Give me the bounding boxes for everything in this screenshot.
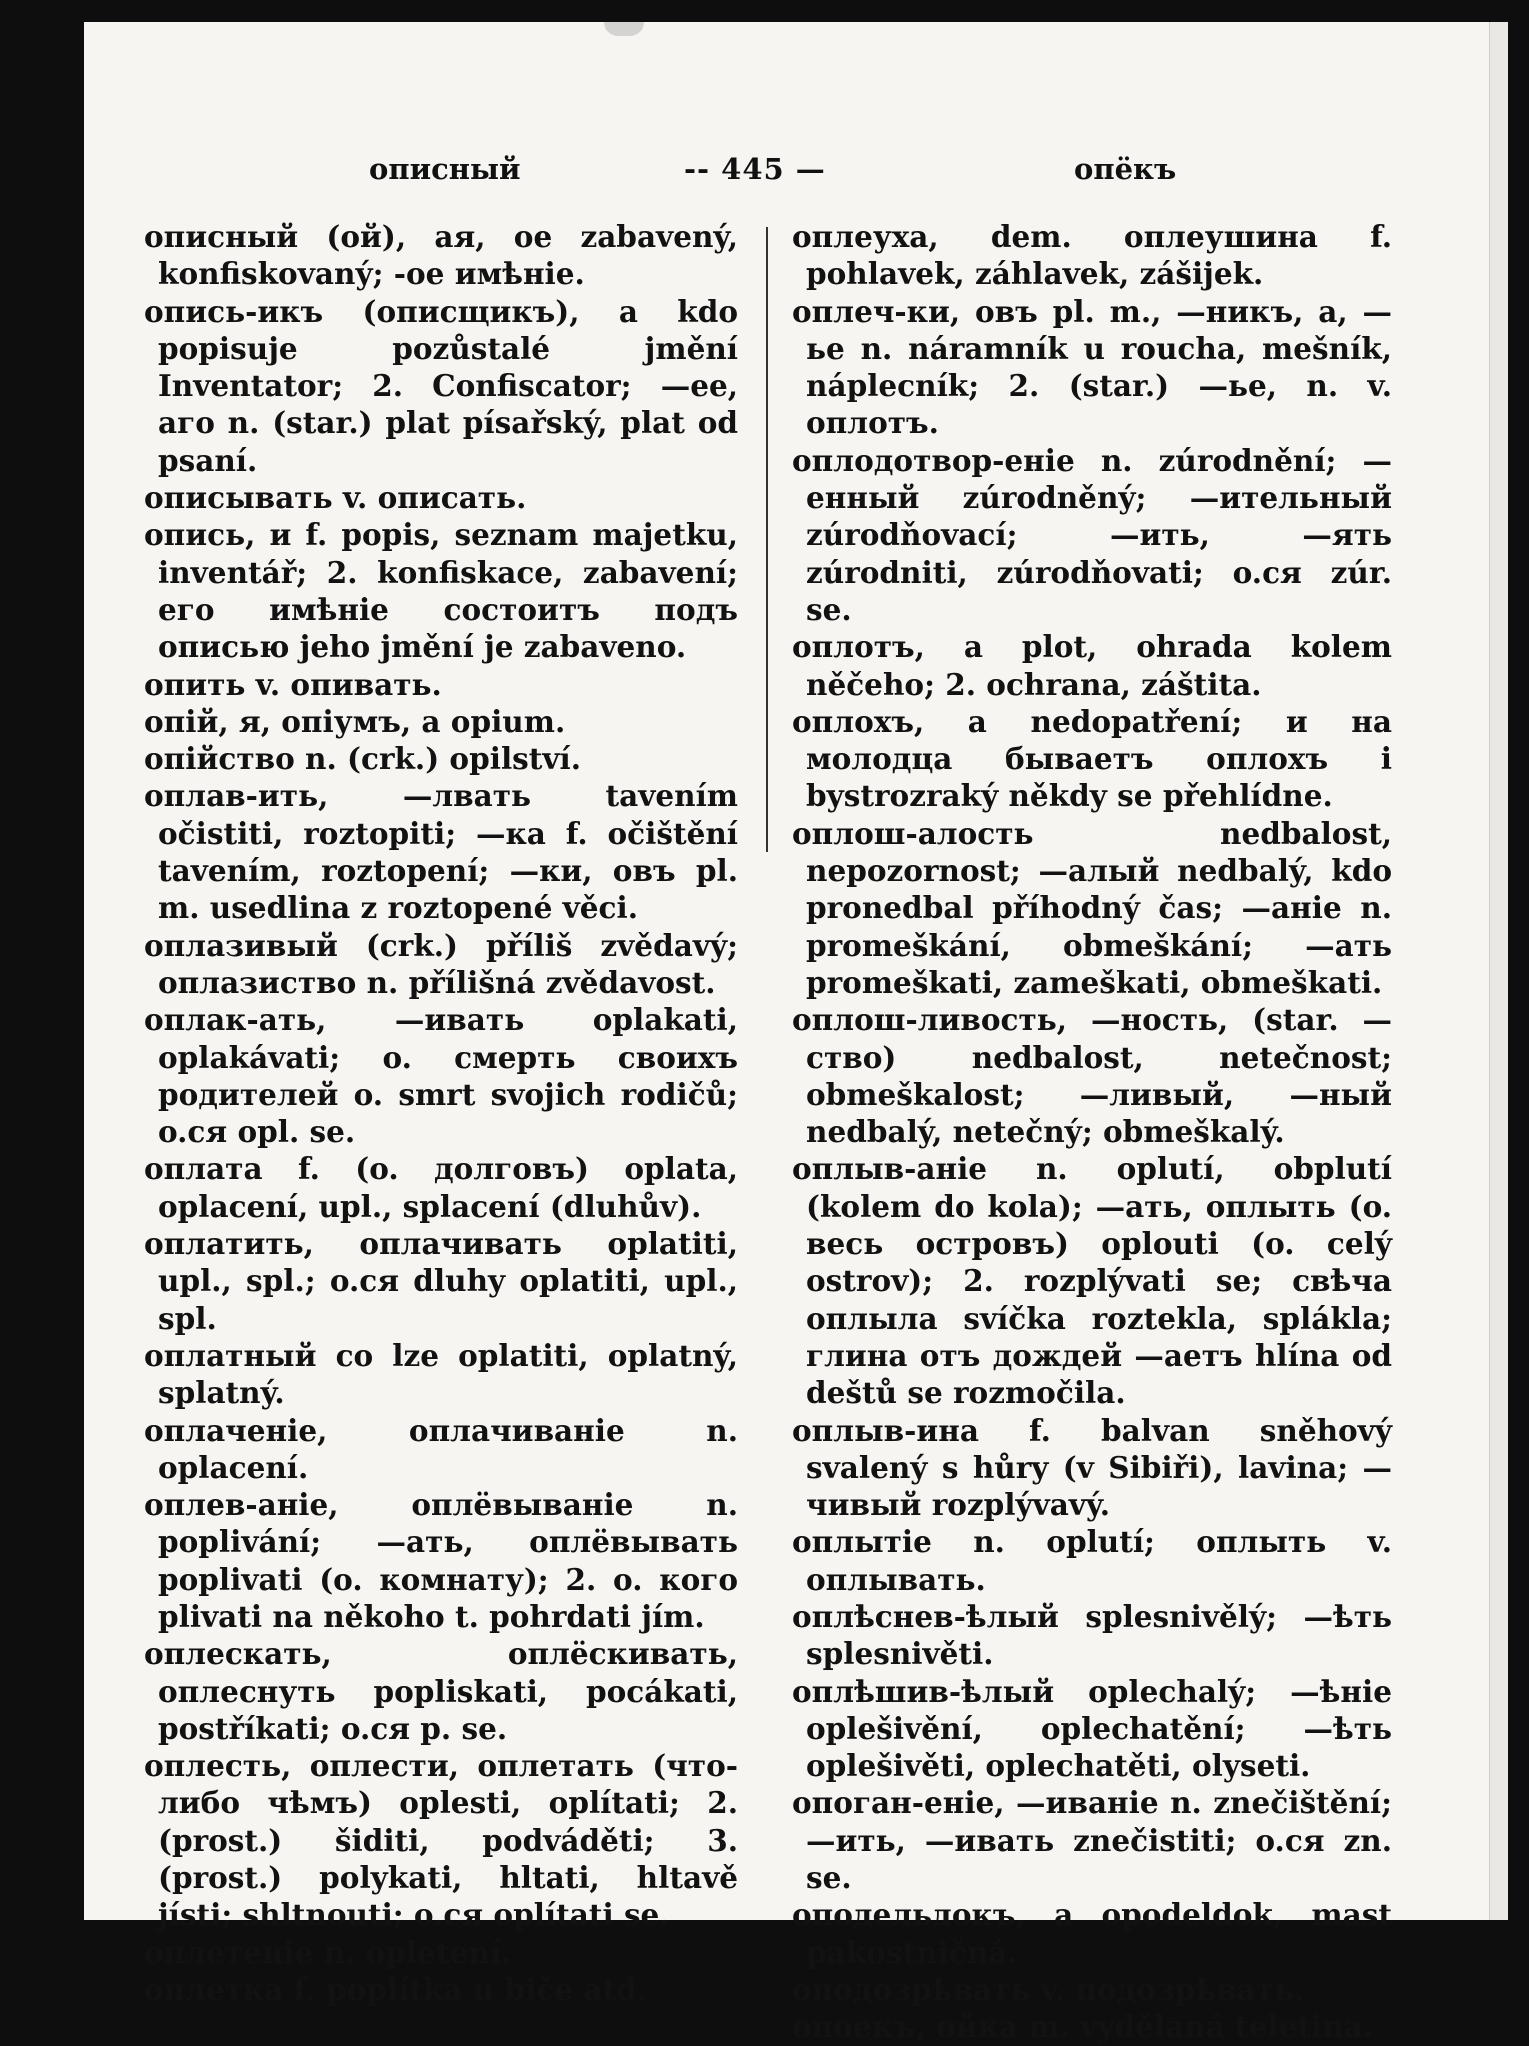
dictionary-entry: опійство n. (crk.) opilství. xyxy=(144,741,581,777)
dictionary-entry: оплетка f. poplítka u biče atd. xyxy=(144,1971,647,2007)
dictionary-entry: оподельдокъ, а opodeldok, mast pakostničná. xyxy=(792,1897,1392,1970)
dictionary-entry: оплаченіе, оплачиваніе n. oplacení. xyxy=(144,1412,738,1485)
right-column xyxy=(792,218,1392,2046)
dictionary-entry: оплохъ, a nedopatření; и на молодца бываетъ оплохъ i bystrozraký někdy se přehlídne. xyxy=(792,703,1392,814)
dictionary-entry: опій, я, опіумъ, а opium. xyxy=(144,703,566,739)
dictionary-entry: оплѣснев-ѣлый splesnivělý; —ѣть splesnivěti. xyxy=(792,1598,1392,1672)
dictionary-entry: оплесть, оплести, оплетать (что-либо чѣмъ) oplesti, oplítati; 2. (prost.) šiditi, podváděti; 3. (prost.) polykati, hltati, hltavě jísti; shltnouti; o.ся oplítati se. xyxy=(144,1748,738,1933)
dictionary-entry: опить v. опивать. xyxy=(144,666,442,702)
dictionary-entry: оплеуха, dem. оплеушина f. pohlavek, záhlavek, zášijek. xyxy=(792,219,1392,292)
dictionary-entry: оплѣшив-ѣлый oplechalý; —ѣніе oplešivění, oplechatění; —ѣть oplešivěti, oplechatěti, olyseti. xyxy=(792,1673,1392,1784)
dictionary-entry: описный (ой), ая, ое zabavený, konfiskovaný; -ое имѣніе. xyxy=(144,219,738,292)
dictionary-entry: опись-икъ (описщикъ), a kdo popisuje pozůstalé jmění Inventator; 2. Confiscator; —ее, аго n. (star.) plat písařský, plat od psaní. xyxy=(144,293,738,478)
dictionary-entry: оплыв-аніе n. oplutí, obplutí (kolem do kola); —ать, оплыть (o. весь островъ) oplouti (o. celý ostrov); 2. rozplývati se; свѣча оплыла svíčka roztekla, splákla; глина отъ дождей —аетъ hlína od deštů se rozmočila. xyxy=(792,1151,1392,1411)
dictionary-entry: оплытіе n. oplutí; оплыть v. оплывать. xyxy=(792,1524,1392,1597)
dictionary-entry: оподозрѣвать v. подозрѣвать. xyxy=(792,1971,1305,2007)
dictionary-entry: оплодотвор-еніе n. zúrodnění; —енный zúrodněný; —ительный zúrodňovací; —ить, —ять zúrodniti, zúrodňovati; o.ся zúr. se. xyxy=(792,442,1392,627)
page-number: -- 445 — xyxy=(684,152,826,186)
dictionary-entry: оплатить, оплачивать oplatiti, upl., spl.; o.ся dluhy oplatiti, upl., spl. xyxy=(144,1226,738,1336)
page-edge xyxy=(1489,22,1508,1920)
dictionary-entry: оплатный co lze oplatiti, oplatný, splatný. xyxy=(144,1337,738,1411)
dictionary-entry: оплазивый (crk.) příliš zvědavý; оплазиство n. přílišná zvědavost. xyxy=(144,927,738,1000)
running-header xyxy=(84,140,1508,190)
dictionary-entry: оплош-ливость, —ность, (star. —ство) nedbalost, netečnost; obmeškalost; —ливый, —ный nedbalý, netečný; obmeškalý. xyxy=(792,1002,1392,1150)
header-first-word: описный xyxy=(369,152,521,186)
dictionary-page xyxy=(84,22,1508,2045)
dictionary-entry: оплескать, оплёскивать, оплеснуть popliskati, pocákati, postříkati; o.ся p. se. xyxy=(144,1636,738,1746)
dictionary-entry: оплыв-ина f. balvan sněhový svalený s hůry (v Sibiři), lavina; —чивый rozplývavý. xyxy=(792,1412,1392,1523)
dictionary-entry: оплош-алость nedbalost, nepozornost; —алый nedbalý, kdo pronedbal příhodný čas; —аніе n. promeškání, obmeškání; —ать promeškati, zameškati, obmeškati. xyxy=(792,815,1392,1000)
dictionary-entry: опоекъ, ойка m. vydělaná teletina. xyxy=(792,2009,1374,2045)
dictionary-entry: оплав-ить, —лвать tavením očistiti, roztopiti; —ка f. očištění tavením, roztopení; —ки, овъ pl. m. usedlina z roztopené věci. xyxy=(144,778,738,926)
dictionary-entry: оплетеніе n. opletení. xyxy=(144,1934,512,1970)
left-column xyxy=(144,218,738,2008)
dictionary-entry: опоган-еніе, —иваніе n. znečištění; —ить, —ивать znečistiti; o.ся zn. se. xyxy=(792,1785,1392,1896)
dictionary-entry: опись, и f. popis, seznam majetku, inventář; 2. konfiskace, zabavení; его имѣніе состоитъ подъ описью jeho jmění je zabaveno. xyxy=(144,517,738,665)
column-divider xyxy=(766,227,768,852)
print-smudge xyxy=(604,22,644,36)
dictionary-entry: оплев-аніе, оплёвываніе n. poplivání; —ать, оплёвывать poplivati (o. комнату); 2. o. кого plivati na někoho t. pohrdati jím. xyxy=(144,1487,738,1634)
dictionary-entry: оплата f. (o. долговъ) oplata, oplacení, upl., splacení (dluhův). xyxy=(144,1151,738,1224)
dictionary-entry: оплотъ, a plot, ohrada kolem něčeho; 2. ochrana, záštita. xyxy=(792,629,1392,702)
dictionary-entry: оплеч-ки, овъ pl. m., —никъ, а, —ье n. náramník u roucha, mešník, náplecník; 2. (star.) —ье, n. v. оплотъ. xyxy=(792,293,1392,441)
header-last-word: опёкъ xyxy=(1074,152,1177,186)
dictionary-entry: оплак-ать, —ивать oplakati, oplakávati; o. смерть своихъ родителей o. smrt svojich rodičů; o.ся opl. se. xyxy=(144,1002,738,1150)
dictionary-entry: описывать v. описать. xyxy=(144,480,527,516)
